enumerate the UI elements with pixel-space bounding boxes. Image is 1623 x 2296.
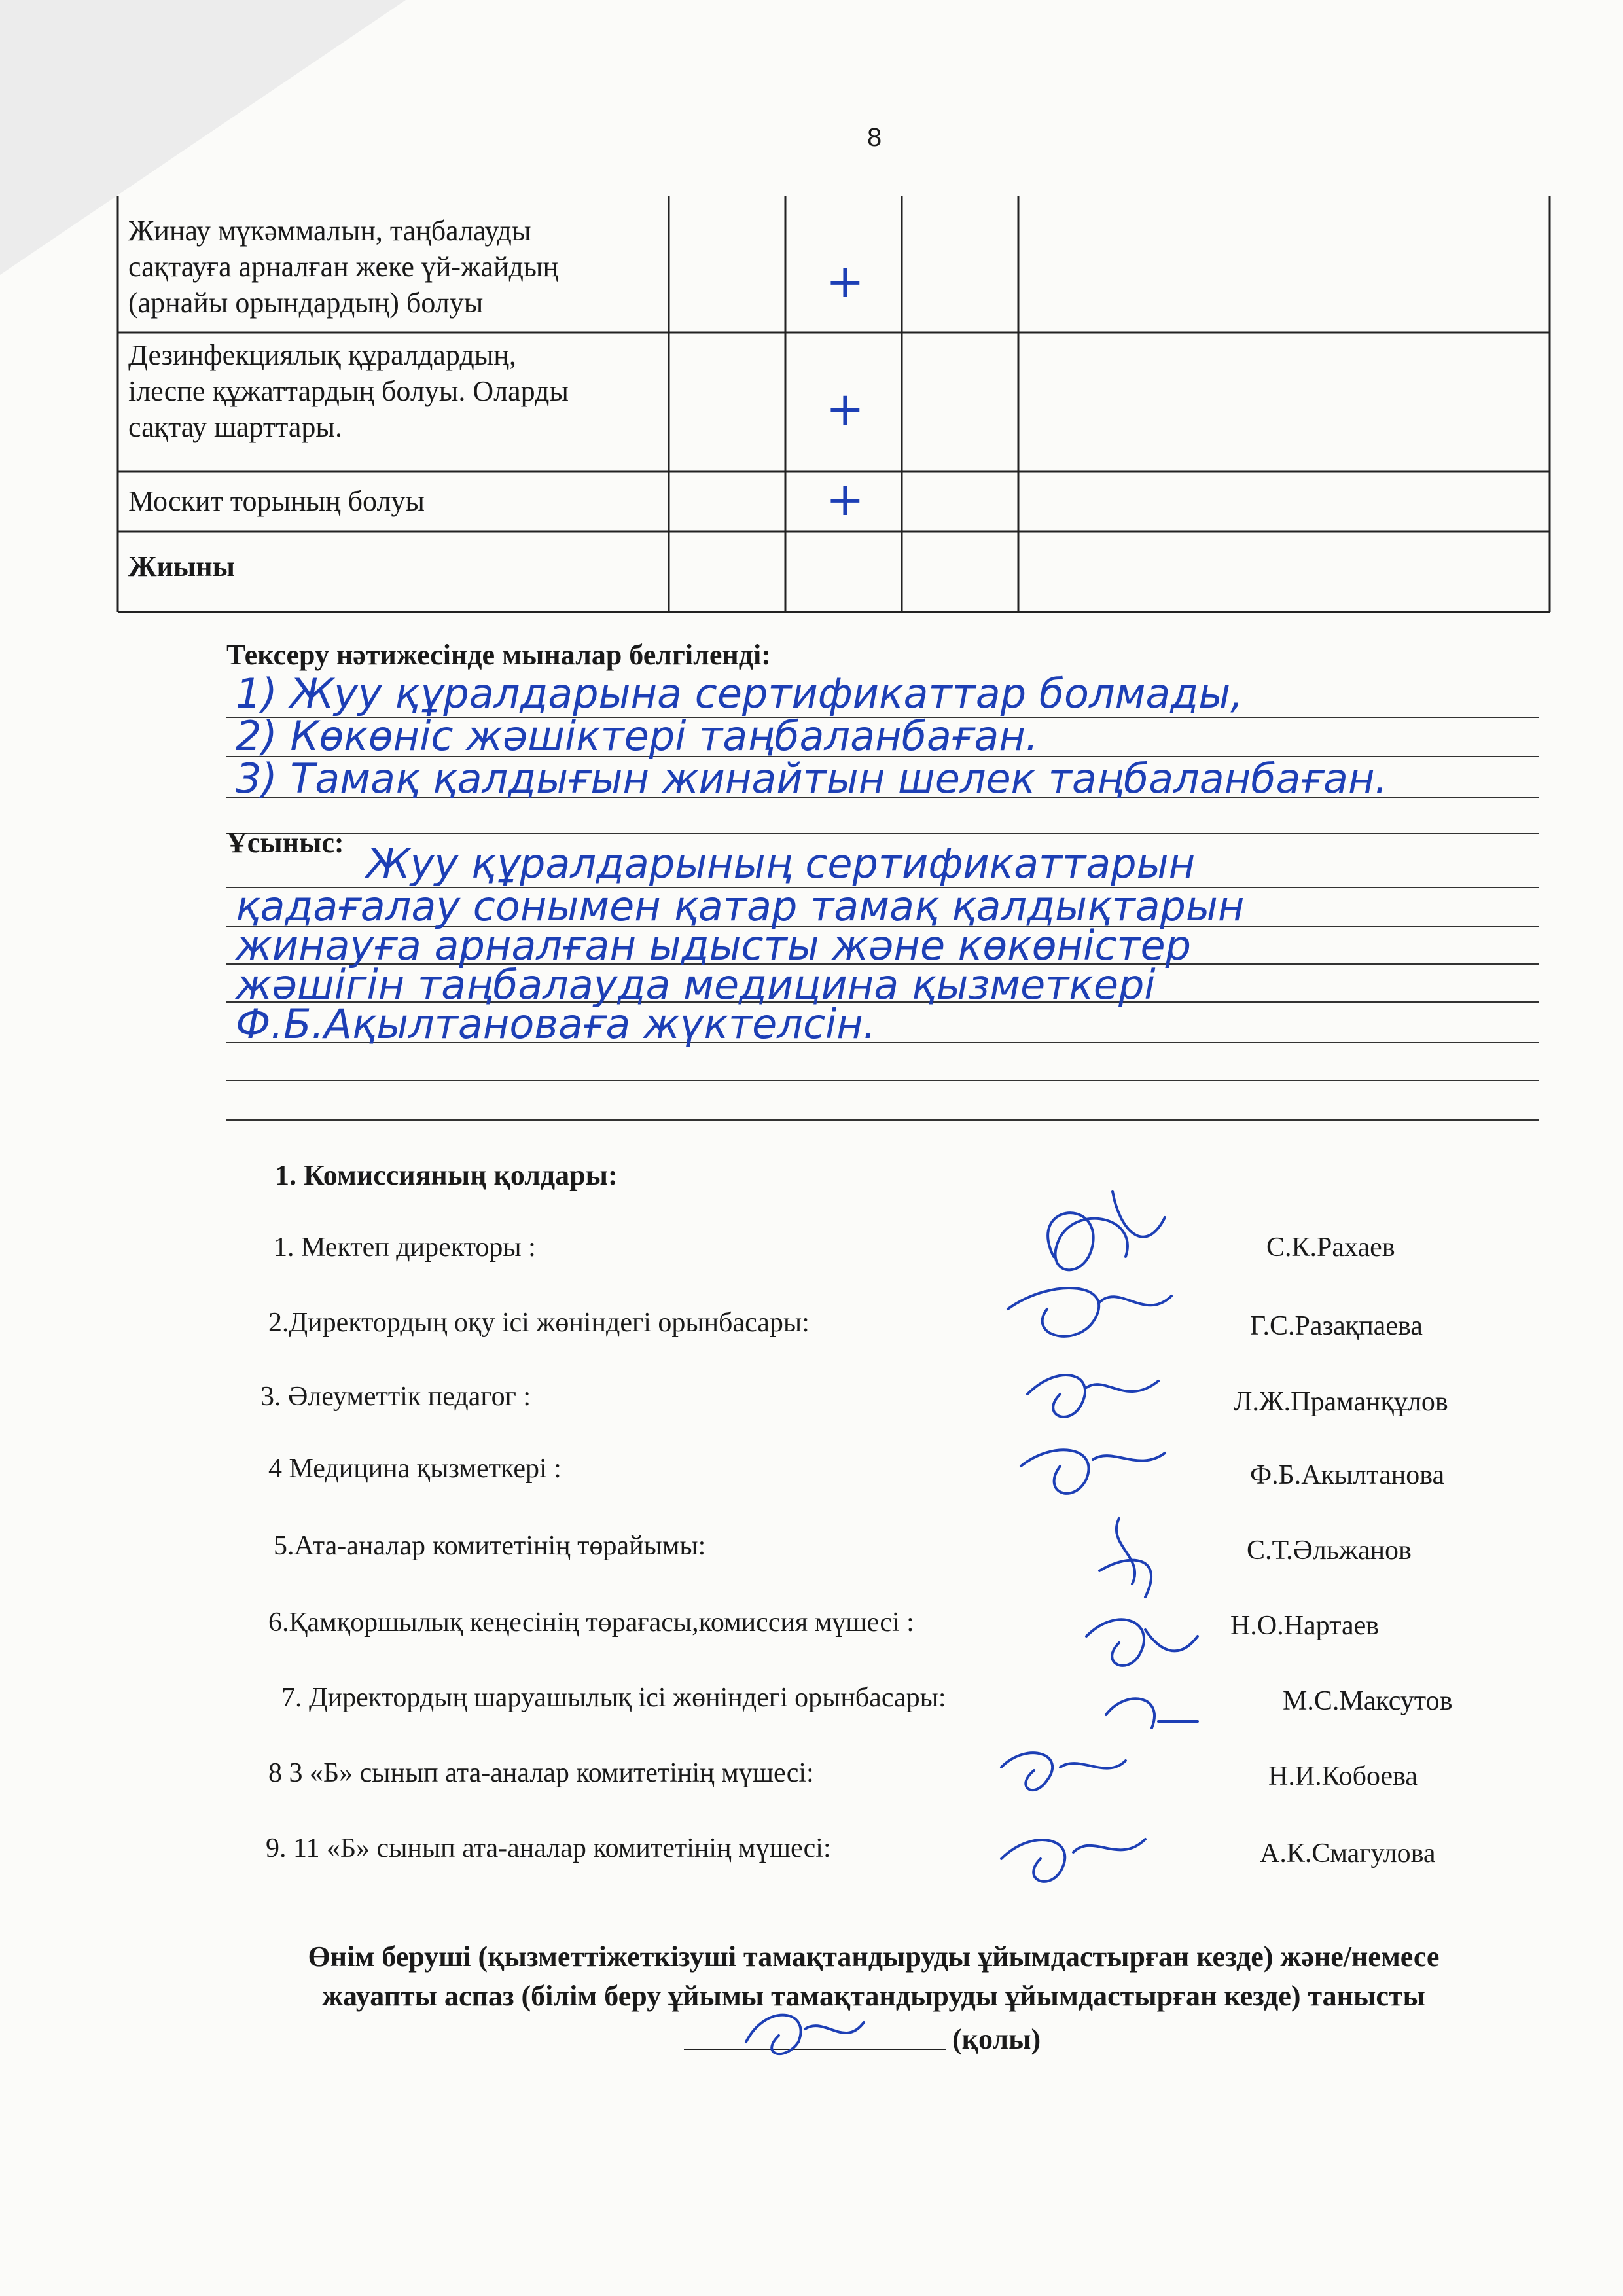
member-role: 5.Ата-аналар комитетінің төрайымы: — [274, 1531, 706, 1561]
member-role: 9. 11 «Б» сынып ата-аналар комитетінің мүшесі: — [266, 1833, 831, 1863]
member-name: Ф.Б.Акылтанова — [1250, 1460, 1445, 1490]
member-name: Л.Ж.Праманқұлов — [1234, 1387, 1448, 1417]
plus-mark: + — [826, 255, 865, 308]
member-name: С.Т.Әльжанов — [1247, 1535, 1412, 1566]
member-name: Н.О.Нартаев — [1230, 1611, 1380, 1641]
table-row — [128, 213, 558, 321]
member-role: 2.Директордың оқу ісі жөніндегі орынбасары: — [268, 1308, 810, 1338]
member-name: А.К.Смагулова — [1260, 1839, 1436, 1869]
cell-line: Жинау мүкәммалын, таңбалауды — [128, 215, 531, 247]
plus-mark: + — [826, 473, 865, 526]
member-name: Н.И.Кобоева — [1268, 1761, 1418, 1791]
table-row-total — [128, 548, 235, 584]
recommendation-line: жәшігін таңбалауда медицина қызметкері — [236, 961, 1156, 1009]
member-name: М.С.Максутов — [1283, 1686, 1453, 1716]
table-row — [128, 337, 569, 445]
finding-line: 3) Тамақ қалдығын жинайтын шелек таңбаланбаған. — [236, 755, 1388, 802]
member-role: 6.Қамқоршылық кеңесінің төрағасы,комиссия мүшесі : — [268, 1607, 914, 1638]
member-role: 3. Әлеуметтік педагог : — [260, 1382, 531, 1412]
cell-line: ілеспе құжаттардың болуы. Оларды — [128, 375, 569, 407]
cell-line: Дезинфекциялық құралдардың, — [128, 339, 516, 371]
table-row — [128, 483, 425, 519]
member-role: 8 3 «Б» сынып ата-аналар комитетінің мүшесі: — [268, 1758, 814, 1788]
recommendation-label: Ұсыныс: — [226, 827, 344, 859]
footer-line: Өнім беруші (қызметтіжеткізуші тамақтандыруды ұйымдастырған кезде) және/немесе — [308, 1941, 1440, 1973]
footer-line: жауапты аспаз (білім беру ұйымы тамақтандыруды ұйымдастырған кезде) танысты — [322, 1980, 1425, 2012]
findings-label: Тексеру нәтижесінде мыналар белгіленді: — [226, 639, 771, 671]
recommendation-line: қадағалау сонымен қатар тамақ қалдықтарын — [236, 882, 1245, 930]
ruled-line — [226, 833, 1539, 834]
page-number: 8 — [867, 123, 882, 152]
member-role: 4 Медицина қызметкері : — [268, 1454, 562, 1484]
footer-signature-scribble — [720, 1990, 877, 2068]
commission-heading: 1. Комиссияның қолдары: — [275, 1159, 618, 1191]
cell-line: (арнайы орындардың) болуы — [128, 287, 484, 319]
ruled-line — [226, 1080, 1539, 1081]
cell-line: сақтау шарттары. — [128, 411, 342, 443]
member-role: 7. Директордың шаруашылық ісі жөніндегі орынбасары: — [281, 1683, 946, 1713]
member-name: Г.С.Разақпаева — [1250, 1311, 1423, 1341]
recommendation-line: жинауға арналған ыдысты және көкөністер — [236, 922, 1192, 969]
cell-line: сақтауға арналған жеке үй-жайдың — [128, 251, 559, 283]
finding-line: 1) Жуу құралдарына сертификаттар болмады, — [236, 670, 1243, 717]
finding-line: 2) Көкөніс жәшіктері таңбаланбаған. — [236, 712, 1039, 760]
cell-line: Москит торының болуы — [128, 485, 425, 517]
ruled-line — [226, 1119, 1539, 1121]
plus-mark: + — [826, 382, 865, 436]
cell-line: Жиыны — [128, 550, 235, 583]
member-name: С.К.Рахаев — [1266, 1232, 1395, 1263]
member-role: 1. Мектеп директоры : — [274, 1232, 536, 1263]
recommendation-line: Жуу құралдарының сертификаттарын — [366, 840, 1196, 888]
signature-scribbles — [949, 1178, 1263, 1911]
recommendation-line: Ф.Б.Ақылтановаға жүктелсін. — [236, 1000, 876, 1048]
footer-sign-label: (қолы) — [952, 2023, 1041, 2055]
